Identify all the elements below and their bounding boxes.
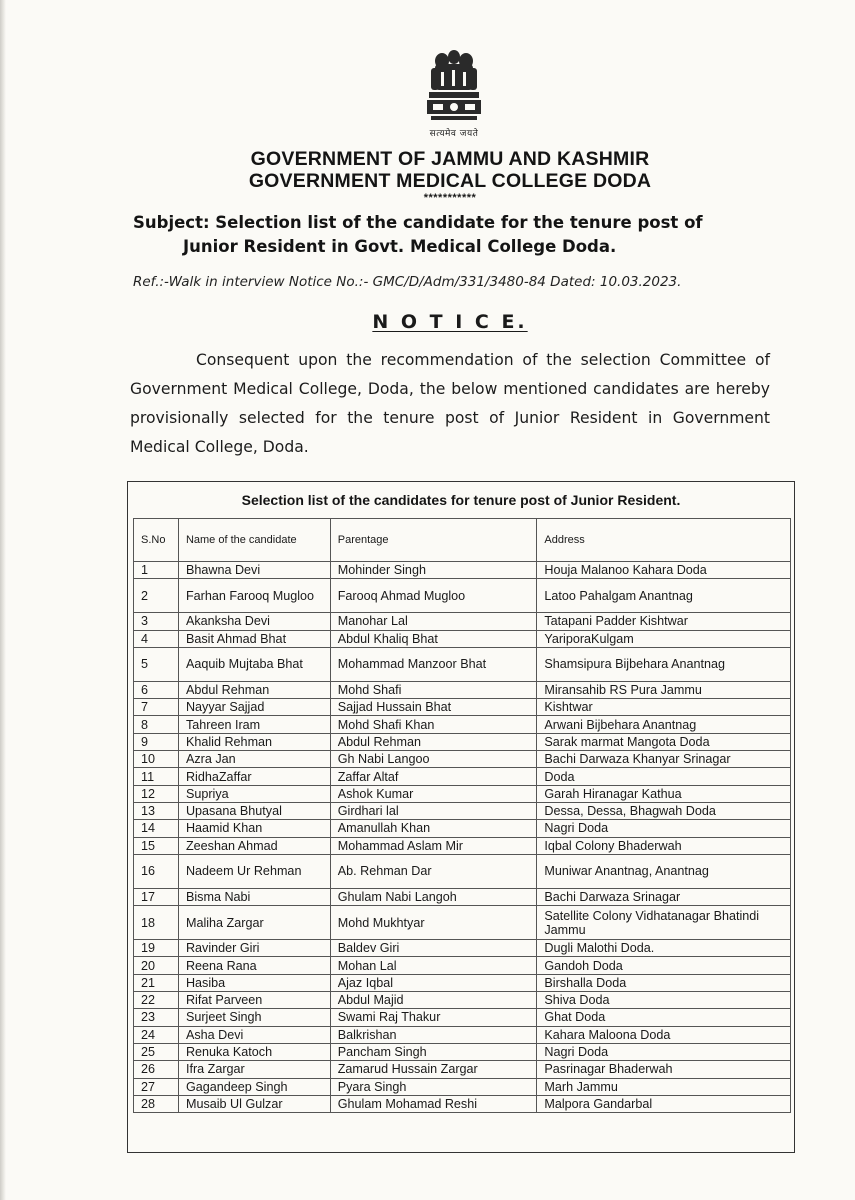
cell-address: Satellite Colony Vidhatanagar Bhatindi Jammu	[537, 906, 791, 940]
cell-address: Doda	[537, 768, 791, 785]
college-title: GOVERNMENT MEDICAL COLLEGE DODA	[248, 170, 652, 192]
cell-parentage: Ab. Rehman Dar	[330, 854, 537, 888]
table-row	[134, 854, 791, 888]
cell-address: Nagri Doda	[537, 1043, 791, 1060]
cell-address: Pasrinagar Bhaderwah	[537, 1061, 791, 1078]
reference-line: Ref.:-Walk in interview Notice No.:- GMC/D/Adm/331/3480-84 Dated: 10.03.2023.	[133, 274, 682, 290]
cell-name: Khalid Rehman	[178, 733, 330, 750]
cell-parentage: Girdhari lal	[330, 802, 537, 819]
cell-name: Aaquib Mujtaba Bhat	[178, 647, 330, 681]
table-row	[134, 940, 791, 957]
cell-address: Iqbal Colony Bhaderwah	[537, 837, 791, 854]
cell-parentage: Farooq Ahmad Mugloo	[330, 579, 537, 613]
header-sno: S.No	[134, 519, 179, 562]
cell-parentage: Baldev Giri	[330, 940, 537, 957]
cell-sno: 16	[134, 854, 179, 888]
table-row	[134, 785, 791, 802]
cell-sno: 12	[134, 785, 179, 802]
cell-address: Arwani Bijbehara Anantnag	[537, 716, 791, 733]
cell-sno: 2	[134, 579, 179, 613]
cell-name: Zeeshan Ahmad	[178, 837, 330, 854]
cell-parentage: Mohammad Manzoor Bhat	[330, 647, 537, 681]
cell-parentage: Pyara Singh	[330, 1078, 537, 1095]
cell-name: Supriya	[178, 785, 330, 802]
table-row	[134, 630, 791, 647]
cell-parentage: Ghulam Mohamad Reshi	[330, 1095, 537, 1112]
cell-parentage: Mohd Mukhtyar	[330, 906, 537, 940]
table-row	[134, 733, 791, 750]
notice-body: Consequent upon the recommendation of the selection Committee of Government Medical College, Doda, the below mentioned candidates are hereby provisionally selected for the tenure post of Junior Resident in Government Medical College, Doda.	[130, 351, 770, 456]
table-row	[134, 957, 791, 974]
cell-parentage: Abdul Rehman	[330, 733, 537, 750]
cell-sno: 25	[134, 1043, 179, 1060]
table-row	[134, 716, 791, 733]
cell-address: Dugli Malothi Doda.	[537, 940, 791, 957]
cell-parentage: Manohar Lal	[330, 613, 537, 630]
cell-address: Kishtwar	[537, 699, 791, 716]
table-row	[134, 613, 791, 630]
cell-name: Abdul Rehman	[178, 681, 330, 698]
cell-sno: 20	[134, 957, 179, 974]
cell-parentage: Mohinder Singh	[330, 562, 537, 579]
cell-sno: 5	[134, 647, 179, 681]
cell-sno: 15	[134, 837, 179, 854]
header-address: Address	[537, 519, 791, 562]
emblem-motto: सत्यमेव जयते	[429, 129, 479, 139]
cell-name: Haamid Khan	[178, 820, 330, 837]
table-row	[134, 820, 791, 837]
cell-parentage: Sajjad Hussain Bhat	[330, 699, 537, 716]
cell-address: Bachi Darwaza Srinagar	[537, 888, 791, 905]
cell-name: Asha Devi	[178, 1026, 330, 1043]
cell-address: Houja Malanoo Kahara Doda	[537, 562, 791, 579]
table-row	[134, 802, 791, 819]
cell-parentage: Abdul Majid	[330, 992, 537, 1009]
cell-name: Renuka Katoch	[178, 1043, 330, 1060]
cell-parentage: Mohd Shafi Khan	[330, 716, 537, 733]
government-title: GOVERNMENT OF JAMMU AND KASHMIR	[250, 148, 650, 170]
cell-parentage: Ajaz Iqbal	[330, 974, 537, 991]
table-row	[134, 1061, 791, 1078]
cell-sno: 9	[134, 733, 179, 750]
cell-parentage: Balkrishan	[330, 1026, 537, 1043]
cell-address: Gandoh Doda	[537, 957, 791, 974]
cell-address: Tatapani Padder Kishtwar	[537, 613, 791, 630]
cell-sno: 11	[134, 768, 179, 785]
cell-sno: 7	[134, 699, 179, 716]
table-row	[134, 1043, 791, 1060]
cell-sno: 17	[134, 888, 179, 905]
cell-parentage: Zaffar Altaf	[330, 768, 537, 785]
table-row	[134, 699, 791, 716]
subject-line-1: Subject: Selection list of the candidate for the tenure post of	[133, 213, 703, 232]
cell-sno: 14	[134, 820, 179, 837]
cell-name: Farhan Farooq Mugloo	[178, 579, 330, 613]
cell-address: Latoo Pahalgam Anantnag	[537, 579, 791, 613]
cell-sno: 21	[134, 974, 179, 991]
table-row	[134, 974, 791, 991]
table-row	[134, 751, 791, 768]
cell-parentage: Amanullah Khan	[330, 820, 537, 837]
table-row	[134, 1078, 791, 1095]
cell-name: Ifra Zargar	[178, 1061, 330, 1078]
cell-sno: 8	[134, 716, 179, 733]
cell-sno: 13	[134, 802, 179, 819]
cell-name: Nayyar Sajjad	[178, 699, 330, 716]
cell-sno: 19	[134, 940, 179, 957]
cell-sno: 18	[134, 906, 179, 940]
cell-parentage: Pancham Singh	[330, 1043, 537, 1060]
cell-parentage: Mohd Shafi	[330, 681, 537, 698]
table-row	[134, 837, 791, 854]
table-body	[134, 562, 791, 1113]
table-row	[134, 1095, 791, 1112]
header-parentage: Parentage	[330, 519, 537, 562]
cell-sno: 6	[134, 681, 179, 698]
cell-parentage: Mohammad Aslam Mir	[330, 837, 537, 854]
selection-table	[133, 518, 791, 1113]
cell-name: Reena Rana	[178, 957, 330, 974]
cell-sno: 24	[134, 1026, 179, 1043]
cell-address: Sarak marmat Mangota Doda	[537, 733, 791, 750]
table-row	[134, 579, 791, 613]
cell-address: YariporaKulgam	[537, 630, 791, 647]
table-row	[134, 888, 791, 905]
table-row	[134, 992, 791, 1009]
table-row	[134, 1026, 791, 1043]
cell-parentage: Ashok Kumar	[330, 785, 537, 802]
cell-address: Shamsipura Bijbehara Anantnag	[537, 647, 791, 681]
cell-address: Malpora Gandarbal	[537, 1095, 791, 1112]
cell-address: Kahara Maloona Doda	[537, 1026, 791, 1043]
cell-name: Surjeet Singh	[178, 1009, 330, 1026]
cell-name: Rifat Parveen	[178, 992, 330, 1009]
lion-capital-emblem-icon	[421, 48, 487, 126]
cell-sno: 27	[134, 1078, 179, 1095]
table-header-row	[134, 519, 791, 562]
cell-name: Gagandeep Singh	[178, 1078, 330, 1095]
cell-name: Maliha Zargar	[178, 906, 330, 940]
table-row	[134, 681, 791, 698]
cell-address: Garah Hiranagar Kathua	[537, 785, 791, 802]
cell-name: Hasiba	[178, 974, 330, 991]
table-row	[134, 647, 791, 681]
cell-sno: 10	[134, 751, 179, 768]
cell-name: RidhaZaffar	[178, 768, 330, 785]
cell-parentage: Mohan Lal	[330, 957, 537, 974]
subject-line-2: Junior Resident in Govt. Medical College Doda.	[183, 237, 617, 256]
cell-address: Bachi Darwaza Khanyar Srinagar	[537, 751, 791, 768]
table-row	[134, 768, 791, 785]
cell-name: Akanksha Devi	[178, 613, 330, 630]
cell-address: Birshalla Doda	[537, 974, 791, 991]
cell-address: Dessa, Dessa, Bhagwah Doda	[537, 802, 791, 819]
cell-name: Bisma Nabi	[178, 888, 330, 905]
subject-block	[133, 211, 773, 259]
state-emblem	[413, 48, 495, 140]
cell-name: Basit Ahmad Bhat	[178, 630, 330, 647]
cell-parentage: Zamarud Hussain Zargar	[330, 1061, 537, 1078]
cell-name: Bhawna Devi	[178, 562, 330, 579]
cell-name: Azra Jan	[178, 751, 330, 768]
cell-address: Shiva Doda	[537, 992, 791, 1009]
cell-name: Ravinder Giri	[178, 940, 330, 957]
cell-address: Ghat Doda	[537, 1009, 791, 1026]
header-name: Name of the candidate	[178, 519, 330, 562]
cell-parentage: Abdul Khaliq Bhat	[330, 630, 537, 647]
cell-sno: 4	[134, 630, 179, 647]
cell-address: Muniwar Anantnag, Anantnag	[537, 854, 791, 888]
table-row	[134, 562, 791, 579]
cell-address: Miransahib RS Pura Jammu	[537, 681, 791, 698]
cell-address: Nagri Doda	[537, 820, 791, 837]
cell-name: Musaib Ul Gulzar	[178, 1095, 330, 1112]
cell-name: Nadeem Ur Rehman	[178, 854, 330, 888]
table-row	[134, 1009, 791, 1026]
header-separator-stars: ***********	[423, 192, 477, 204]
cell-parentage: Swami Raj Thakur	[330, 1009, 537, 1026]
cell-parentage: Ghulam Nabi Langoh	[330, 888, 537, 905]
table-row	[134, 906, 791, 940]
cell-name: Tahreen Iram	[178, 716, 330, 733]
cell-name: Upasana Bhutyal	[178, 802, 330, 819]
cell-sno: 1	[134, 562, 179, 579]
cell-sno: 28	[134, 1095, 179, 1112]
table-title: Selection list of the candidates for tenure post of Junior Resident.	[241, 492, 681, 508]
cell-address: Marh Jammu	[537, 1078, 791, 1095]
cell-parentage: Gh Nabi Langoo	[330, 751, 537, 768]
selection-table-container	[127, 481, 795, 1153]
cell-sno: 22	[134, 992, 179, 1009]
cell-sno: 23	[134, 1009, 179, 1026]
cell-sno: 3	[134, 613, 179, 630]
cell-sno: 26	[134, 1061, 179, 1078]
notice-heading: N O T I C E.	[372, 311, 528, 333]
